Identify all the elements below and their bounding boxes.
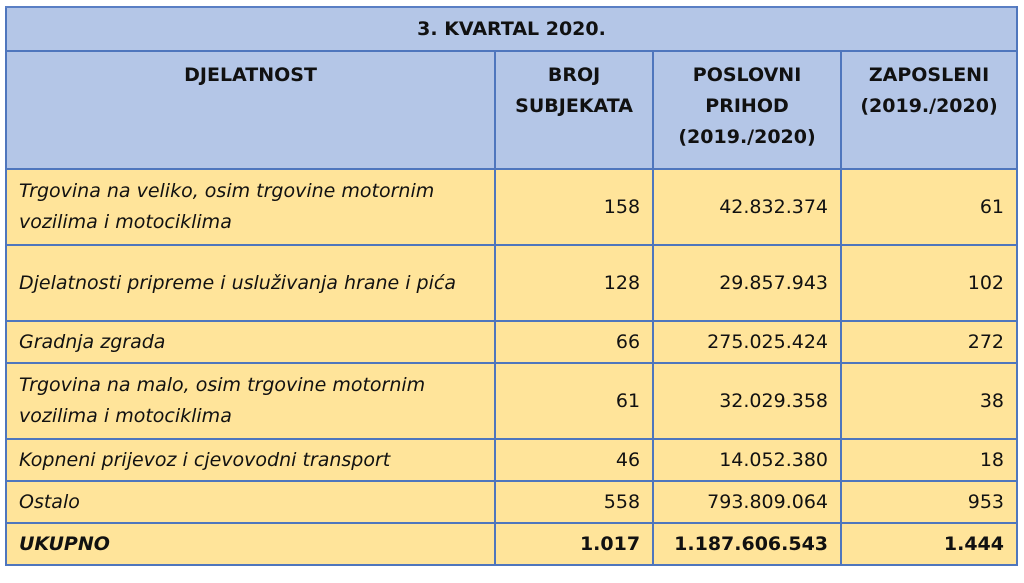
table-title: 3. KVARTAL 2020. bbox=[6, 7, 1017, 51]
cell-total-poslovni-prihod: 1.187.606.543 bbox=[653, 523, 841, 565]
cell-broj-subjekata: 66 bbox=[495, 321, 653, 363]
cell-zaposleni: 272 bbox=[841, 321, 1017, 363]
cell-djelatnost: Djelatnosti pripreme i usluživanja hrane i pića bbox=[6, 245, 495, 321]
cell-total-broj-subjekata: 1.017 bbox=[495, 523, 653, 565]
cell-broj-subjekata: 158 bbox=[495, 169, 653, 245]
table-row bbox=[6, 439, 1017, 481]
column-header-djelatnost: DJELATNOST bbox=[6, 51, 495, 169]
cell-poslovni-prihod: 29.857.943 bbox=[653, 245, 841, 321]
table-title-row bbox=[6, 7, 1017, 51]
column-header-zaposleni bbox=[841, 51, 1017, 169]
cell-djelatnost: Ostalo bbox=[6, 481, 495, 523]
table-row bbox=[6, 245, 1017, 321]
column-header-row bbox=[6, 51, 1017, 169]
table-row bbox=[6, 481, 1017, 523]
cell-zaposleni: 18 bbox=[841, 439, 1017, 481]
column-header-broj-subjekata bbox=[495, 51, 653, 169]
cell-broj-subjekata: 558 bbox=[495, 481, 653, 523]
table-row bbox=[6, 321, 1017, 363]
cell-poslovni-prihod: 14.052.380 bbox=[653, 439, 841, 481]
table-container bbox=[5, 6, 1018, 566]
cell-broj-subjekata: 46 bbox=[495, 439, 653, 481]
cell-poslovni-prihod: 42.832.374 bbox=[653, 169, 841, 245]
kvartal-table bbox=[5, 6, 1018, 566]
cell-zaposleni: 953 bbox=[841, 481, 1017, 523]
cell-zaposleni: 38 bbox=[841, 363, 1017, 439]
cell-poslovni-prihod: 793.809.064 bbox=[653, 481, 841, 523]
cell-djelatnost: Gradnja zgrada bbox=[6, 321, 495, 363]
cell-poslovni-prihod: 32.029.358 bbox=[653, 363, 841, 439]
cell-zaposleni: 102 bbox=[841, 245, 1017, 321]
cell-broj-subjekata: 128 bbox=[495, 245, 653, 321]
header-label: POSLOVNI PRIHOD (2019./2020) bbox=[678, 64, 816, 148]
total-row bbox=[6, 523, 1017, 565]
table-row bbox=[6, 363, 1017, 439]
cell-broj-subjekata: 61 bbox=[495, 363, 653, 439]
column-header-poslovni-prihod bbox=[653, 51, 841, 169]
cell-djelatnost: Kopneni prijevoz i cjevovodni transport bbox=[6, 439, 495, 481]
cell-djelatnost: Trgovina na veliko, osim trgovine motornim vozilima i motociklima bbox=[6, 169, 495, 245]
header-label: ZAPOSLENI (2019./2020) bbox=[860, 64, 998, 117]
cell-djelatnost: Trgovina na malo, osim trgovine motornim vozilima i motociklima bbox=[6, 363, 495, 439]
cell-total-zaposleni: 1.444 bbox=[841, 523, 1017, 565]
header-label: BROJ SUBJEKATA bbox=[515, 64, 633, 117]
cell-poslovni-prihod: 275.025.424 bbox=[653, 321, 841, 363]
cell-total-label: UKUPNO bbox=[6, 523, 495, 565]
cell-zaposleni: 61 bbox=[841, 169, 1017, 245]
table-row bbox=[6, 169, 1017, 245]
